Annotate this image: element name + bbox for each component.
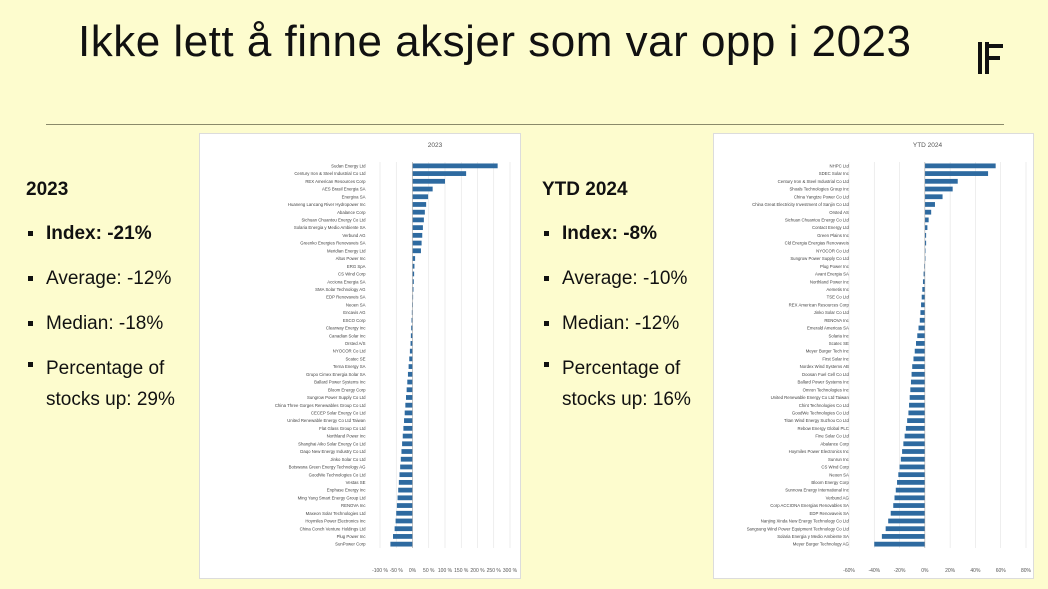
category-label: Chint Technologies Co Ltd: [798, 402, 849, 408]
bar: [393, 534, 413, 539]
category-label: China Yangtze Power Co Ltd: [793, 194, 849, 200]
bar: [917, 333, 925, 338]
bar: [405, 411, 413, 416]
bar: [908, 411, 924, 416]
category-label: SunPower Corp: [335, 541, 366, 547]
category-label: Altus Power Inc: [335, 256, 366, 262]
bar: [403, 426, 412, 431]
category-label: Bloom Energy Corp: [811, 479, 849, 485]
chart-title: 2023: [427, 142, 443, 149]
category-label: GoodWe Technologies Co Ltd: [791, 410, 849, 416]
category-label: Corp ACCIONA Energias Renovables SA: [770, 503, 849, 509]
category-label: Shoals Technologies Group Inc: [789, 186, 849, 192]
bar: [407, 387, 413, 392]
x-tick-label: 40%: [970, 568, 981, 574]
chart-title: YTD 2024: [912, 142, 943, 149]
x-tick-label: -100 %: [372, 568, 388, 574]
category-label: Aemetis Inc: [826, 286, 849, 292]
category-label: Omron Technologies Inc: [802, 387, 849, 393]
category-label: Vestas SE: [345, 479, 366, 485]
stats-ytd-pct-up: Percentage of stocks up: 16%: [542, 353, 717, 415]
category-label: CS Wind Corp: [821, 464, 849, 470]
bar: [897, 480, 925, 485]
category-label: NYOCOR Co Ltd: [816, 248, 849, 254]
category-label: SMA Solar Technology AG: [315, 286, 366, 292]
category-label: EDP Renovaveis SA: [326, 294, 366, 300]
bar: [405, 403, 412, 408]
bar: [408, 372, 413, 377]
x-tick-label: 60%: [995, 568, 1006, 574]
category-label: Meyer Burger Technology AG: [792, 541, 849, 547]
bar: [886, 526, 925, 531]
bar: [925, 202, 935, 207]
bar: [396, 519, 413, 524]
stats-2023-index: Index: -21%: [26, 222, 206, 245]
stats-2023-median: Median: -18%: [26, 312, 206, 335]
bar: [411, 341, 413, 346]
bar: [912, 364, 925, 369]
bar: [399, 480, 413, 485]
category-label: ERG SpA: [346, 263, 366, 269]
category-label: Verbund AG: [825, 495, 849, 501]
bar: [396, 511, 412, 516]
category-label: Jinko Solar Co Ltd: [813, 310, 849, 316]
category-label: Neoen SA: [345, 302, 366, 308]
bar: [919, 326, 925, 331]
bar: [413, 248, 421, 253]
bar: [413, 233, 423, 238]
category-label: Orsted AS: [829, 209, 849, 215]
category-label: Neoen SA: [829, 472, 849, 478]
bar: [925, 179, 958, 184]
x-tick-label: 0%: [408, 568, 417, 574]
bar: [413, 187, 433, 192]
x-tick-label: 50 %: [423, 568, 435, 574]
bar: [874, 542, 925, 547]
bar: [900, 465, 925, 470]
category-label: Solaria Energia y Medio Ambiente SA: [777, 534, 849, 540]
bar: [893, 503, 925, 508]
bar: [925, 225, 928, 230]
bar: [891, 511, 925, 516]
chart-ytd-2024-panel: [713, 133, 1034, 579]
category-label: Avant Energia SA: [815, 271, 849, 277]
category-label: Daqo New Energy Industry Co Ltd: [300, 449, 366, 455]
bar: [907, 418, 925, 423]
bar: [400, 472, 413, 477]
x-tick-label: 300 %: [502, 568, 518, 574]
category-label: Abalance Corp: [337, 209, 366, 215]
bar: [901, 457, 925, 462]
bar: [398, 488, 412, 493]
stats-ytd-median: Median: -12%: [542, 312, 717, 335]
bar: [902, 449, 925, 454]
category-label: China Great Electricity Investment of Sanjin Co Ltd: [752, 202, 849, 208]
bar: [413, 171, 467, 176]
bar: [390, 542, 412, 547]
bar: [413, 179, 446, 184]
category-label: Shanghai Aiko Solar Energy Co Ltd: [298, 441, 366, 447]
bar: [903, 441, 924, 446]
bar: [410, 349, 413, 354]
category-label: Abalance Corp: [820, 441, 849, 447]
category-label: Acciona Energia SA: [327, 279, 366, 285]
category-label: First Solar Inc: [822, 356, 849, 362]
category-label: Bloom Energy Corp: [328, 387, 366, 393]
category-label: SDEC Solar Inc: [818, 171, 849, 177]
stats-2023: [26, 178, 206, 437]
bar: [413, 210, 425, 215]
bar: [413, 225, 423, 230]
category-label: Sungrow Power Supply Co Ltd: [790, 256, 849, 262]
brand-logo-icon: [975, 42, 1005, 74]
bar: [912, 372, 925, 377]
category-label: Ballard Power Systems Inc: [314, 379, 366, 385]
category-label: Emerald Americas SA: [807, 325, 849, 331]
bar: [915, 349, 925, 354]
bar: [911, 380, 925, 385]
category-label: Contact Energy Ltd: [812, 225, 849, 231]
category-label: Plug Power Inc: [819, 263, 849, 269]
category-label: ESCO Corp: [342, 317, 366, 323]
bar: [895, 495, 925, 500]
bar: [920, 310, 924, 315]
category-label: CECEP Solar Energy Co Ltd: [310, 410, 366, 416]
category-label: China Conch Venture Holdings Ltd: [299, 526, 366, 532]
bar: [882, 534, 925, 539]
category-label: Sudan Energy Ltd: [331, 163, 366, 169]
category-label: TSE Co Ltd: [826, 294, 849, 300]
stats-2023-heading: 2023: [26, 179, 69, 200]
category-label: REX American Resources Corp: [305, 178, 366, 184]
bar: [401, 457, 413, 462]
stats-ytd-average: Average: -10%: [542, 267, 717, 290]
bar: [413, 194, 429, 199]
category-label: Doosan Fuel Cell Co Ltd: [802, 371, 849, 377]
category-label: NHPC Ltd: [829, 163, 849, 169]
x-tick-label: 0%: [921, 568, 929, 574]
x-tick-label: 80%: [1020, 568, 1032, 574]
category-label: Ming Yang Smart Energy Group Ltd: [297, 495, 366, 501]
bar: [925, 171, 988, 176]
category-label: Orsted A/S: [344, 341, 366, 347]
category-label: Scatec SE: [345, 356, 366, 362]
x-tick-label: -40%: [868, 568, 881, 574]
stats-ytd-index: Index: -8%: [542, 222, 717, 245]
bar: [923, 279, 925, 284]
bar: [909, 403, 925, 408]
category-label: Flat Glass Group Co Ltd: [319, 425, 366, 431]
category-label: Meyer Burger Tech Inc: [805, 348, 849, 354]
bar: [403, 434, 413, 439]
x-tick-label: -50 %: [389, 568, 403, 574]
stats-ytd-2024: [542, 178, 717, 437]
bar: [413, 218, 424, 223]
bar: [925, 163, 996, 168]
bar: [409, 364, 413, 369]
category-label: United Renewable Energy Co Ltd Taiwan: [770, 395, 849, 401]
category-label: GoodWe Technologies Co Ltd: [308, 472, 366, 478]
category-label: Century Iron & Steel Industrial Co Ltd: [294, 171, 366, 177]
category-label: Hoymiles Power Electronics Inc: [305, 518, 366, 524]
bar: [406, 395, 413, 400]
bar: [413, 163, 498, 168]
bar: [921, 302, 925, 307]
bar: [402, 441, 412, 446]
bar: [401, 449, 412, 454]
category-label: Terna Energy SA: [333, 364, 366, 370]
category-label: CS Wind Corp: [338, 271, 366, 277]
category-label: Botswana Green Energy Technology AG: [288, 464, 366, 470]
category-label: Titan Wind Energy Suzhou Co Ltd: [784, 418, 849, 424]
category-label: Century Iron & Steel Industrial Co Ltd: [777, 178, 849, 184]
category-label: Northland Power Inc: [326, 433, 366, 439]
stats-2023-average: Average: -12%: [26, 267, 206, 290]
category-label: Sichuan Chuantou Energy Co Ltd: [784, 217, 849, 223]
category-label: Huaneng Lancang River Hydropower Inc: [287, 202, 366, 208]
category-label: Solaria Energia y Medio Ambiente SA: [293, 225, 366, 231]
bar: [925, 194, 943, 199]
category-label: Verbund AG: [342, 232, 366, 238]
bar: [920, 318, 925, 323]
category-label: Sungrow Power Supply Co Ltd: [306, 395, 366, 401]
bar: [413, 202, 427, 207]
stats-2023-pct-up: Percentage of stocks up: 29%: [26, 353, 206, 415]
bar: [395, 526, 413, 531]
category-label: EDP Renovaveis SA: [809, 510, 849, 516]
category-label: Meridian Energy Ltd: [327, 248, 366, 254]
bar: [910, 395, 925, 400]
category-label: Enphase Energy Inc: [326, 487, 366, 493]
category-label: Sunrun Inc: [828, 456, 849, 462]
bar: [407, 380, 412, 385]
bar: [925, 187, 953, 192]
bar: [905, 434, 925, 439]
category-label: Maxeon Solar Technologies Ltd: [305, 510, 366, 516]
category-label: Encavis AG: [343, 310, 366, 316]
category-label: Ballard Power Systems Inc: [797, 379, 849, 385]
x-tick-label: -60%: [843, 568, 855, 574]
category-label: Plug Power Inc: [336, 534, 366, 540]
bar: [404, 418, 412, 423]
category-label: REX American Resources Corp: [788, 302, 849, 308]
category-label: Canadian Solar Inc: [328, 333, 366, 339]
bar: [913, 356, 924, 361]
bar: [925, 210, 931, 215]
bar: [910, 387, 925, 392]
bar: [400, 465, 412, 470]
category-label: Solaria Inc: [828, 333, 849, 339]
x-tick-label: -20%: [893, 568, 906, 574]
category-label: Cld Energia Energias Renovaveis: [784, 240, 849, 246]
bar: [888, 519, 925, 524]
category-label: Green Plains Inc: [817, 232, 849, 238]
x-tick-label: 150 %: [454, 568, 469, 574]
category-label: Sichuan Chuantou Energy Co Ltd: [301, 217, 366, 223]
category-label: Nordex Wind Systems AB: [799, 364, 849, 370]
category-label: Sunnova Energy International Inc: [785, 487, 849, 493]
category-label: Scatec SE: [828, 341, 849, 347]
bar: [413, 256, 416, 261]
bar: [906, 426, 925, 431]
stats-ytd-heading: YTD 2024: [542, 179, 628, 200]
category-label: Jinko Solar Co Ltd: [330, 456, 366, 462]
category-label: Northland Power Inc: [809, 279, 849, 285]
category-label: Fine Solar Co Ltd: [815, 433, 849, 439]
title-divider: [46, 124, 1004, 125]
category-label: RENOVA Inc: [340, 503, 366, 509]
category-label: United Renewable Energy Co Ltd Taiwan: [287, 418, 366, 424]
x-tick-label: 20%: [945, 568, 956, 574]
x-tick-label: 250 %: [486, 568, 501, 574]
bar: [397, 503, 413, 508]
category-label: AES Brasil Energia SA: [322, 186, 366, 192]
bar: [413, 241, 422, 246]
bar: [916, 341, 925, 346]
chart-ytd-2024: [714, 134, 1033, 578]
category-label: China Three Gorges Renewables Group Co Ltd: [274, 402, 366, 408]
category-label: Sangsung Wind Power Equipment Technology Co Ltd: [746, 526, 849, 532]
slide-title: Ikke lett å finne aksjer som var opp i 2023: [78, 17, 912, 66]
bar: [409, 356, 412, 361]
category-label: Greenko Energies Renovaveis SA: [300, 240, 366, 246]
category-label: RENOVA Inc: [824, 317, 849, 323]
category-label: Hoymiles Power Electronics Inc: [788, 449, 849, 455]
category-label: Clearway Energy Inc: [325, 325, 366, 331]
bar: [925, 218, 929, 223]
chart-2023-panel: [199, 133, 521, 579]
chart-2023: [200, 134, 520, 578]
bar: [398, 495, 413, 500]
category-label: Nanjing Xinda New Energy Technology Co Ltd: [760, 518, 849, 524]
category-label: Energixa SA: [341, 194, 366, 200]
category-label: NYOCOR Co Ltd: [332, 348, 366, 354]
bar: [898, 472, 925, 477]
bar: [922, 295, 925, 300]
bar: [896, 488, 925, 493]
bar: [922, 287, 925, 292]
category-label: Grupo Cimex Energia Solar SA: [306, 371, 366, 377]
x-tick-label: 200 %: [470, 568, 485, 574]
bar: [413, 264, 415, 269]
category-label: Rebow Energy Global PLC: [797, 425, 849, 431]
x-tick-label: 100 %: [437, 568, 453, 574]
